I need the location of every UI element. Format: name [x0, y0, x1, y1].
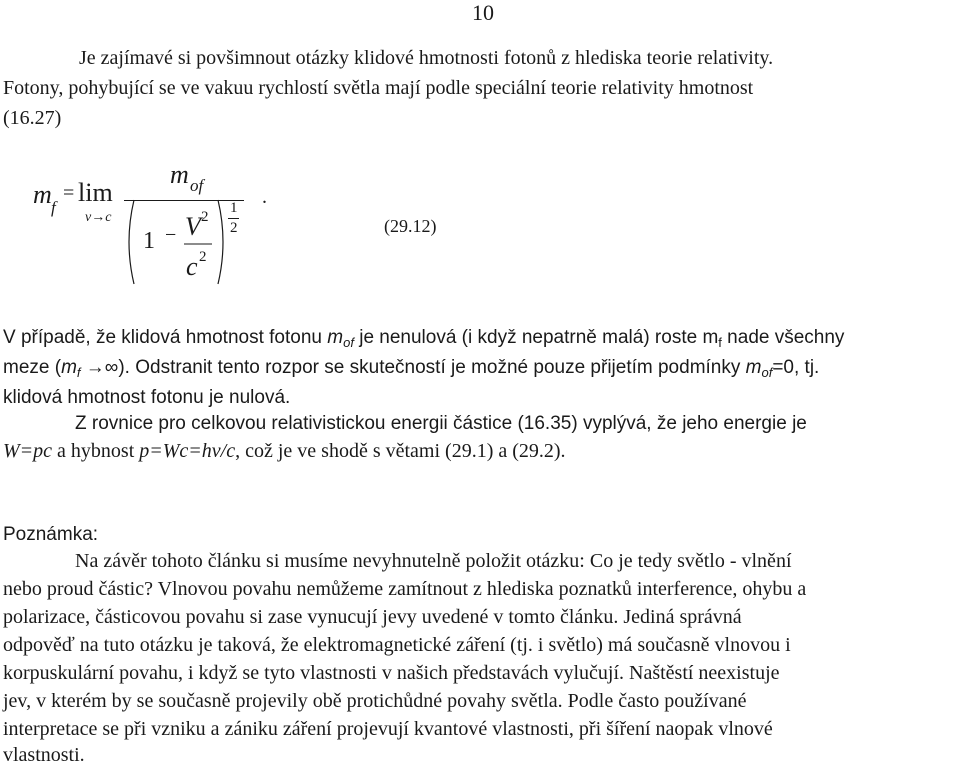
- text-run: , což je ve shodě s větami (29.1) a (29.2).: [235, 440, 566, 462]
- symbol-m: m: [327, 327, 344, 348]
- text-run: nade všechny: [721, 327, 845, 348]
- eq-dot: .: [262, 186, 267, 208]
- eq-lhs-m: m: [33, 180, 52, 209]
- intro-line-1: Je zajímavé si povšimnout otázky klidové hmotnosti fotonů z hlediska teorie relativity.: [79, 47, 774, 69]
- symbol-m: m: [745, 357, 762, 378]
- para1-line-4: Z rovnice pro celkovou relativistickou energii částice (16.35) vyplývá, že jeho energie je: [75, 413, 807, 434]
- text-run: a hybnost: [52, 440, 140, 462]
- eq-exp-den: 2: [230, 220, 238, 236]
- page-number: 10: [472, 0, 494, 25]
- eq-lim: lim: [78, 178, 113, 207]
- para1-line-5: [3, 438, 566, 464]
- subscript: of: [761, 365, 773, 380]
- para1-line-2: [3, 355, 819, 386]
- eq-lhs-sub: f: [51, 198, 56, 217]
- text-run: ). Odstranit tento rozpor se skutečností je možné pouze přijetím podmínky: [118, 357, 746, 378]
- eq-exp-num: 1: [230, 200, 238, 216]
- eq-V: V: [185, 212, 201, 241]
- symbol-m: m: [61, 357, 77, 378]
- note-heading: Poznámka:: [3, 524, 99, 545]
- note-line-7: interpretace se při vzniku a zániku záření projevují kvantové vlastnosti, při šíření naopak vlnové: [3, 718, 773, 740]
- eq-V-exp: 2: [201, 209, 209, 225]
- note-line-3: polarizace, částicovou povahu si zase vynucují jevy uvedené v tomto článku. Jediná správná: [3, 606, 742, 628]
- text-run: meze (: [3, 357, 62, 378]
- formula-p: p=Wc=hν/c: [139, 440, 236, 462]
- note-line-8: vlastnosti.: [3, 744, 85, 766]
- para1-line-3: klidová hmotnost fotonu je nulová.: [3, 387, 291, 408]
- eq-num-m: m: [170, 160, 189, 189]
- arrow-infinity: →∞: [80, 357, 119, 378]
- eq-minus: −: [165, 224, 177, 246]
- eq-number: (29.12): [384, 216, 437, 236]
- note-line-1: Na závěr tohoto článku si musíme nevyhnutelně položit otázku: Co je tedy světlo - vlnění: [75, 550, 792, 572]
- eq-parentheses: [122, 196, 242, 288]
- eq-equals: =: [63, 182, 75, 204]
- equation-29-12: [0, 160, 520, 290]
- formula-w: W=pc: [3, 440, 53, 462]
- subscript: f: [76, 365, 81, 380]
- eq-num-sub: of: [190, 176, 204, 195]
- intro-line-2: Fotony, pohybující se ve vakuu rychlostí světla mají podle speciální teorie relativity hmotnost: [3, 77, 754, 99]
- text-run: V případě, že klidová hmotnost fotonu: [3, 327, 328, 348]
- subscript: of: [343, 335, 354, 350]
- eq-exp-bar: [228, 218, 239, 219]
- text-run: =0, tj.: [772, 357, 820, 378]
- eq-one: 1: [143, 228, 155, 254]
- note-line-4: odpověď na tuto otázku je taková, že elektromagnetické záření (tj. i světlo) má současně vlnovou i: [3, 634, 791, 656]
- para1-line-1: [3, 325, 844, 356]
- subscript: f: [718, 335, 722, 350]
- note-line-2: nebo proud částic? Vlnovou povahu nemůžeme zamítnout z hlediska poznatků interference, ohybu a: [3, 578, 807, 600]
- note-line-6: jev, v kterém by se současně projevily obě protichůdné povahy světla. Podle často používané: [3, 690, 747, 712]
- note-line-5: korpuskulární povahu, i když se tyto vlastnosti v našich představách vylučují. Naštěstí neexistuje: [3, 662, 780, 684]
- intro-line-3: (16.27): [3, 107, 62, 129]
- eq-c: c: [186, 252, 198, 281]
- eq-lim-sub: v→c: [85, 210, 112, 225]
- text-run: je nenulová (i když nepatrně malá) roste m: [353, 327, 719, 348]
- eq-c-exp: 2: [199, 249, 207, 265]
